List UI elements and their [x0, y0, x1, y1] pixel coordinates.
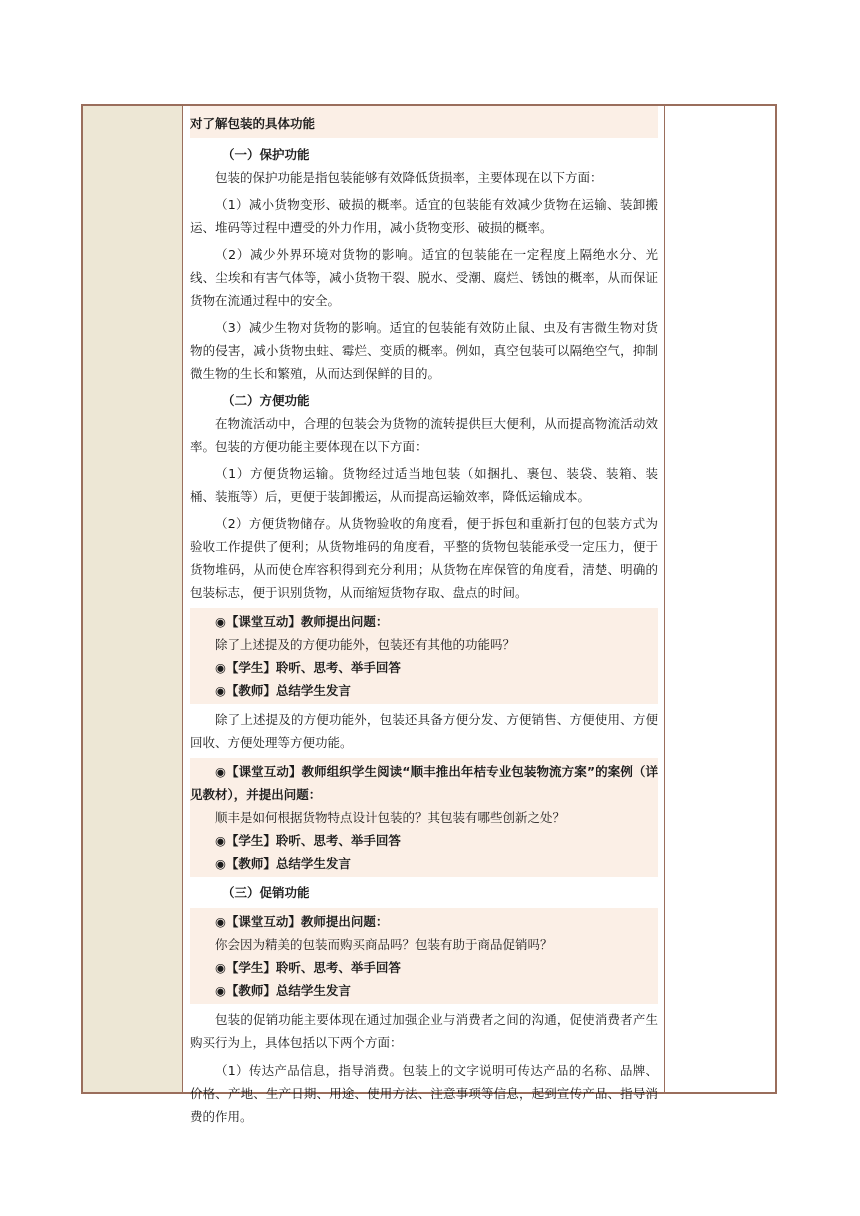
- content-cell: [190, 106, 658, 1128]
- promotion-intro: 包装的促销功能主要体现在通过加强企业与消费者之间的沟通，促使消费者产生购买行为上，具体包括以下两个方面：: [190, 1012, 658, 1050]
- interaction-box-3: [190, 908, 658, 1004]
- protect-item-3: （3）减少生物对货物的影响。适宜的包装能有效防止鼠、虫及有害微生物对货物的侵害，减小货物虫蛀、霉烂、变质的概率。例如，真空包装可以隔绝空气，抑制微生物的生长和繁殖，从而达到保鲜的目的。: [190, 320, 658, 381]
- promotion-item-1: （1）传达产品信息，指导消费。包装上的文字说明可传达产品的名称、品牌、价格、产地、生产日期、用途、使用方法、注意事项等信息，起到宣传产品、指导消费的作用。: [190, 1063, 658, 1124]
- protect-intro: 包装的保护功能是指包装能够有效降低货损率，主要体现在以下方面：: [215, 170, 603, 185]
- student-line: ◉【学生】聆听、思考、举手回答: [215, 960, 401, 975]
- right-column: [664, 106, 775, 1092]
- convenience-item-1: （1）方便货物运输。货物经过适当地包装（如捆扎、裹包、装袋、装箱、装桶、装瓶等）后，更便于装卸搬运，从而提高运输效率，降低运输成本。: [190, 466, 658, 504]
- teacher-line: ◉【教师】总结学生发言: [215, 683, 351, 698]
- teacher-line: ◉【教师】总结学生发言: [215, 983, 351, 998]
- section-protect-title: （一）保护功能: [222, 147, 310, 162]
- convenience-intro: 在物流活动中，合理的包装会为货物的流转提供巨大便利，从而提高物流活动效率。包装的方便功能主要体现在以下方面：: [190, 416, 658, 454]
- interaction-box-2: [190, 758, 658, 877]
- protect-item-2: （2）减少外界环境对货物的影响。适宜的包装能在一定程度上隔绝水分、光线、尘埃和有害气体等，减小货物干裂、脱水、受潮、腐烂、锈蚀的概率，从而保证货物在流通过程中的安全。: [190, 247, 658, 308]
- student-line: ◉【学生】聆听、思考、举手回答: [215, 660, 401, 675]
- convenience-item-2: （2）方便货物储存。从货物验收的角度看，便于拆包和重新打包的包装方式为验收工作提供了便利；从货物堆码的角度看，平整的货物包装能承受一定压力，便于货物堆码，从而使仓库容积得到充分利用；从货物在库保管的角度看，清楚、明确的包装标志，便于识别货物，从而缩短货物存取、盘点的时间。: [190, 516, 658, 600]
- teacher-line: ◉【教师】总结学生发言: [215, 856, 351, 871]
- lesson-table: [81, 104, 777, 1124]
- section-promotion-title: （三）促销功能: [222, 885, 310, 900]
- interaction-question: ◉【课堂互动】教师提出问题：: [215, 914, 389, 929]
- student-line: ◉【学生】聆听、思考、举手回答: [215, 833, 401, 848]
- convenience-answer: 除了上述提及的方便功能外，包装还具备方便分发、方便销售、方便使用、方便回收、方便处理等方便功能。: [190, 712, 658, 750]
- interaction-text: 顺丰是如何根据货物特点设计包装的？其包装有哪些创新之处？: [215, 810, 566, 825]
- left-column: [83, 106, 183, 1092]
- section-convenience-title: （二）方便功能: [222, 393, 310, 408]
- protect-item-1: （1）减小货物变形、破损的概率。适宜的包装能有效减少货物在运输、装卸搬运、堆码等过程中遭受的外力作用，减小货物变形、破损的概率。: [190, 197, 658, 235]
- interaction-text: 除了上述提及的方便功能外，包装还有其他的功能吗？: [215, 637, 516, 652]
- interaction-text: 你会因为精美的包装而购买商品吗？包装有助于商品促销吗？: [215, 937, 553, 952]
- interaction-box-1: [190, 608, 658, 704]
- lead-text: 对了解包装的具体功能: [190, 106, 658, 138]
- interaction-question: ◉【课堂互动】教师组织学生阅读“顺丰推出年桔专业包装物流方案”的案例（详见教材），并提出问题：: [190, 764, 658, 802]
- interaction-question: ◉【课堂互动】教师提出问题：: [215, 614, 389, 629]
